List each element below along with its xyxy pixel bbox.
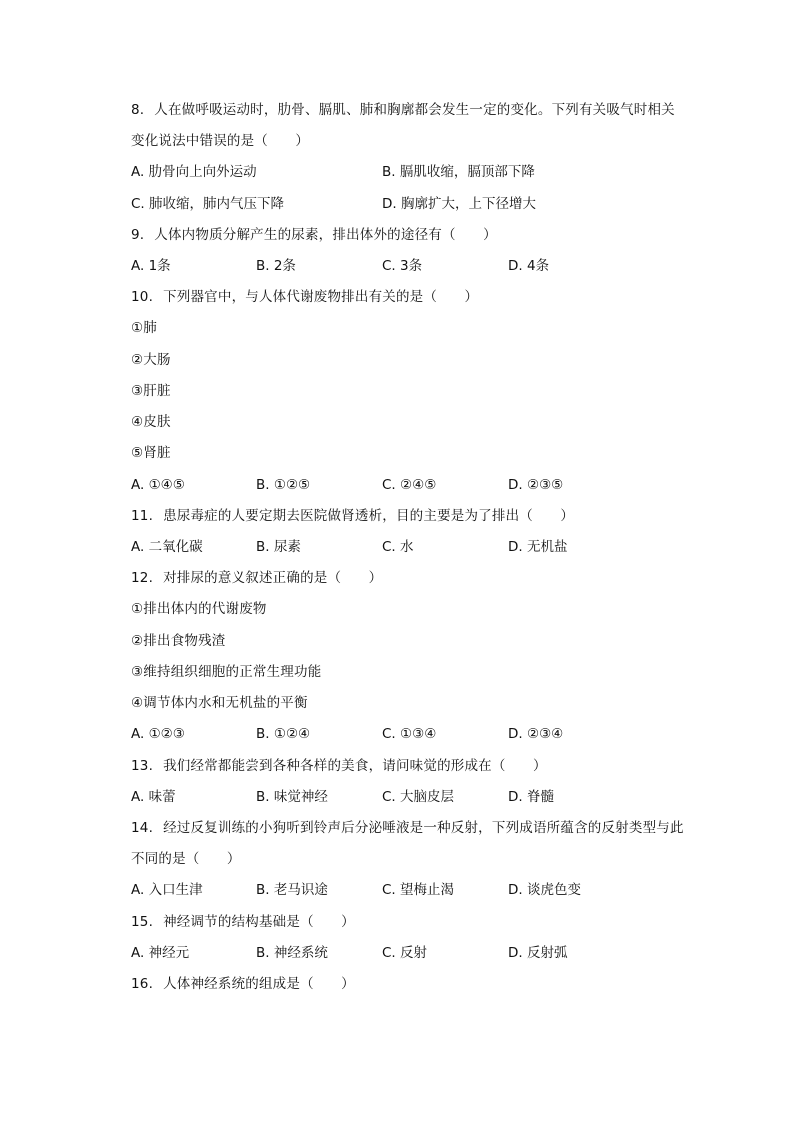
question-13-option-c[interactable]: C. 大脑皮层 xyxy=(382,789,455,805)
question-number: 9. xyxy=(131,227,145,243)
question-14-stem-cont: 不同的是（ ） xyxy=(131,851,241,867)
question-13-option-b[interactable]: B. 味觉神经 xyxy=(256,789,328,805)
question-number: 12. xyxy=(131,570,154,586)
question-10-option-c[interactable]: C. ②④⑤ xyxy=(382,477,437,493)
question-14-option-b[interactable]: B. 老马识途 xyxy=(256,882,328,898)
question-number: 10. xyxy=(131,289,154,305)
question-10-statement-1: ①肺 xyxy=(131,320,158,336)
question-10-statement-3: ③肝脏 xyxy=(131,383,171,399)
question-14-option-d[interactable]: D. 谈虎色变 xyxy=(508,882,581,898)
question-13-option-a[interactable]: A. 味蕾 xyxy=(131,789,176,805)
question-number: 16. xyxy=(131,976,154,992)
question-12-statement-4: ④调节体内水和无机盐的平衡 xyxy=(131,695,308,711)
question-15-option-d[interactable]: D. 反射弧 xyxy=(508,945,568,961)
question-16-stem: 16. 人体神经系统的组成是（ ） xyxy=(131,976,355,992)
question-10-option-d[interactable]: D. ②③⑤ xyxy=(508,477,564,493)
question-10-statement-4: ④皮肤 xyxy=(131,414,171,430)
question-15-option-a[interactable]: A. 神经元 xyxy=(131,945,190,961)
question-12-statement-1: ①排出体内的代谢废物 xyxy=(131,601,267,617)
question-8-stem-cont: 变化说法中错误的是（ ） xyxy=(131,133,310,149)
question-11-stem: 11. 患尿毒症的人要定期去医院做肾透析，目的主要是为了排出（ ） xyxy=(131,508,575,524)
question-number: 8. xyxy=(131,102,145,118)
question-9-option-c[interactable]: C. 3条 xyxy=(382,258,423,274)
question-number: 13. xyxy=(131,758,154,774)
question-9-option-d[interactable]: D. 4条 xyxy=(508,258,550,274)
question-12-option-c[interactable]: C. ①③④ xyxy=(382,726,437,742)
question-9-option-a[interactable]: A. 1条 xyxy=(131,258,171,274)
question-10-option-a[interactable]: A. ①④⑤ xyxy=(131,477,185,493)
question-10-stem: 10. 下列器官中，与人体代谢废物排出有关的是（ ） xyxy=(131,289,479,305)
question-8-option-a[interactable]: A. 肋骨向上向外运动 xyxy=(131,164,257,180)
question-12-option-a[interactable]: A. ①②③ xyxy=(131,726,185,742)
question-8-option-c[interactable]: C. 肺收缩，肺内气压下降 xyxy=(131,196,285,212)
question-15-option-b[interactable]: B. 神经系统 xyxy=(256,945,328,961)
question-13-option-d[interactable]: D. 脊髓 xyxy=(508,789,554,805)
question-14-option-a[interactable]: A. 入口生津 xyxy=(131,882,203,898)
question-8-option-b[interactable]: B. 膈肌收缩，膈顶部下降 xyxy=(382,164,535,180)
question-15-option-c[interactable]: C. 反射 xyxy=(382,945,428,961)
question-14-stem: 14. 经过反复训练的小狗听到铃声后分泌唾液是一种反射，下列成语所蕴含的反射类型与此 xyxy=(131,820,684,836)
question-12-statement-3: ③维持组织细胞的正常生理功能 xyxy=(131,664,322,680)
question-11-option-c[interactable]: C. 水 xyxy=(382,539,414,555)
question-8-option-d[interactable]: D. 胸廓扩大，上下径增大 xyxy=(382,196,536,212)
question-10-option-b[interactable]: B. ①②⑤ xyxy=(256,477,311,493)
question-11-option-d[interactable]: D. 无机盐 xyxy=(508,539,568,555)
question-8-stem: 8. 人在做呼吸运动时，肋骨、膈肌、肺和胸廓都会发生一定的变化。下列有关吸气时相关 xyxy=(131,102,675,118)
question-11-option-a[interactable]: A. 二氧化碳 xyxy=(131,539,203,555)
question-number: 14. xyxy=(131,820,154,836)
question-12-statement-2: ②排出食物残渣 xyxy=(131,633,226,649)
question-12-option-d[interactable]: D. ②③④ xyxy=(508,726,564,742)
question-11-option-b[interactable]: B. 尿素 xyxy=(256,539,301,555)
question-10-statement-2: ②大肠 xyxy=(131,352,171,368)
question-number: 15. xyxy=(131,914,154,930)
question-10-statement-5: ⑤肾脏 xyxy=(131,445,171,461)
question-9-option-b[interactable]: B. 2条 xyxy=(256,258,296,274)
question-number: 11. xyxy=(131,508,154,524)
question-9-stem: 9. 人体内物质分解产生的尿素，排出体外的途径有（ ） xyxy=(131,227,497,243)
question-13-stem: 13. 我们经常都能尝到各种各样的美食，请问味觉的形成在（ ） xyxy=(131,758,547,774)
question-12-option-b[interactable]: B. ①②④ xyxy=(256,726,311,742)
question-12-stem: 12. 对排尿的意义叙述正确的是（ ） xyxy=(131,570,383,586)
question-15-stem: 15. 神经调节的结构基础是（ ） xyxy=(131,914,355,930)
question-14-option-c[interactable]: C. 望梅止渴 xyxy=(382,882,455,898)
